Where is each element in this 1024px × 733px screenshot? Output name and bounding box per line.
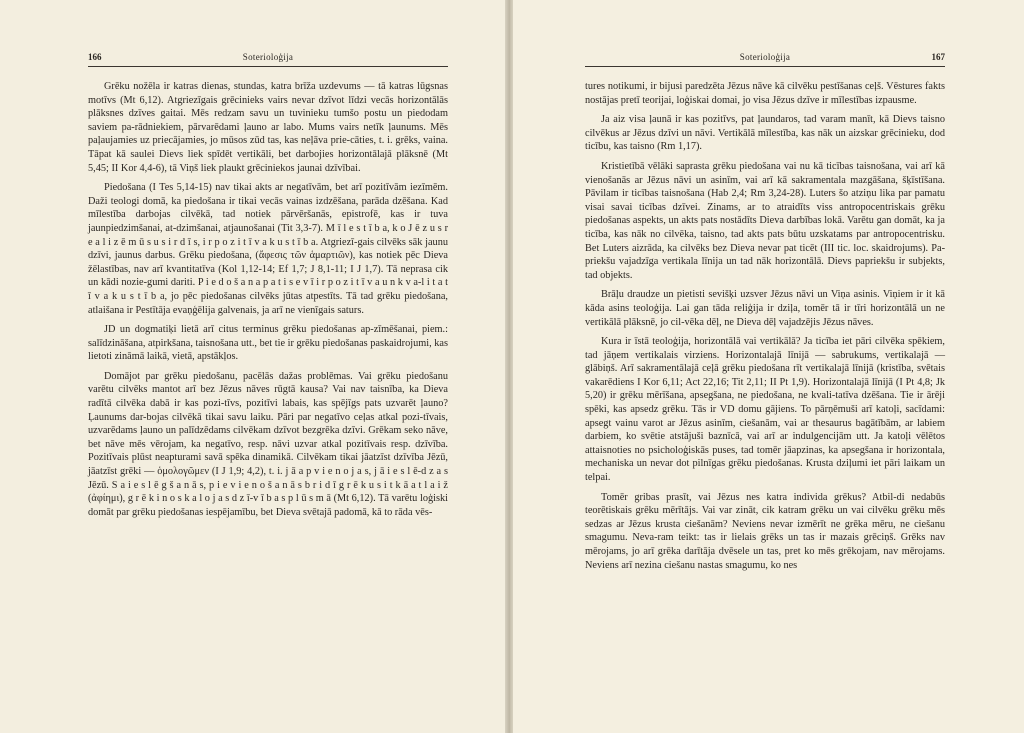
paragraph: Grēku nožēla ir katras dienas, stundas, katra brīža uzdevums — tā katras lūgsnas motīvs (Mt 6,12). Atgriezīgais grēcinieks vairs nevar dzīvot līdzi vecās horizontālās plāksnes dzīves gaitai. Mēs redzam savu un tuvinieku tumšo postu un piedodam saviem pa-rādniekiem, pārvarēdami ļauno ar labo. Mums vairs netīk ļaunums. Mēs paļaujamies uz priecājamies, jo mūsos zūd tas, kas neļāva prie-cāties, t. i. grēks, vaina. Tāpat kā saulei Dievs liek spīdēt vertikāli, bet darbojies horizontālajā plāksnē (Mt 5,45; II Kor 4,4-6), tā Viņš liek plaukt grēciniekos jaunai dzīvībai. <box>88 81 448 174</box>
paragraph: Brāļu draudze un pietisti sevišķi uzsver Jēzus nāvi un Viņa asinis. Viņiem ir it kā kāda asins teoloģija. Lai gan tāda reliģija ir dziļa, tomēr tā ir tīri horizontālā un ne vertikālā plāksnē, jo cil-vēka dēļ, ne Dieva dēļ vajadzējis Jēzus nāves. <box>585 289 945 328</box>
paragraph: Domājot par grēku piedošanu, pacēlās dažas problēmas. Vai grēku piedošanu varētu cilvēks mantot arī bez Jēzus nāves rūgtā kausa? Vai nav taisnība, ka Dieva radītā cilvēka dabā ir kas pozi-tīvs, pozitīvi labais, kas spējīgs pats uzvarēt ļauno? Ļaunums dar-bojas cilvēkā tikai savu laiku. Pāri par negatīvo ceļas atkal pozi-tīvais, uzvarēdams ļauno un palīdzēdams cilvēkam dzīvot bezgrēka dzīvi. Grēkam seko nāve, bet nāve mēs vērojam, ka negatīvo, resp. nāvi uzvar atkal pozitīvais resp. dzīvība. Pozitīvais plūst neapturami savā spēka dinamikā. Cilvēkam tikai jāatzīst dzīvība Jēzū, jāatzīst grēki — ὁμολογῶμεν (I J 1,9; 4,2), t. i. j ā a p v i e n o j a s, j ā i e s l ē-d z a s Jēzū. S a i e s l ē g š a n ā s, p i e v i e n o š a n ā s b r i d ī g r ē k u s i t k ā a t l a i ž (ἀφίημι), g r ē k i n o s k a l o j a s d z ī-v ī b a s p l ū s m ā (Mt 6,12). Tā varētu loģiski domāt par grēku piedošanas iespējamību, bet Dieva svētajā padomā, kā to rāda vēs- <box>88 370 448 518</box>
left-page <box>0 0 507 733</box>
left-page-header <box>88 50 448 67</box>
paragraph: Piedošana (I Tes 5,14-15) nav tikai akts ar negatīvām, bet arī pozitīvām iezīmēm. Daži teologi domā, ka piedošana ir tikai vecās vainas izdzēšana, parāda dzēšana. Kad mīlestība darbojas cilvēkā, tad notiek pārvēršanās, epistrofē, kas ir tuva jaunpiedzimšanai, at-dzimšanai, atjaunošanai (Tit 3,3-7). M ī l e s t ī b a, k o J ē z u s r e a l i z ē m ū s u s i r d ī s, i r p o z i t ī v a k u s t ī b a. Atgriezī-gais cilvēks sāk jaunu dzīvi, jaunus darbus. Grēku piedošana, (ἄφεσις τῶν ἁμαρτιῶν), kas notiek pēc Dieva žēlastības, nav arī kvantitatīva (Kol 1,12-14; Ef 1,7; J 8,1-11; I J 1,7). Tā neprasa cik un kādi nozie-gumi dariti. P i e d o š a n a p a t i s e v ī i r p o z i t ī v a u n k v a-l i t a t ī v a k u s t ī b a, jo pēc piedošanas cilvēks jūtas atpestīts. Tā tad grēku piedošana, atlaišana ir Pestītāja evaņģēlija galvenais, ja arī ne vienīgais saturs. <box>88 182 448 316</box>
paragraph: Kristietībā vēlāki saprasta grēku piedošana vai nu kā ticības taisnošana, vai arī kā vienošanās ar Jēzus nāvi un asinīm, vai arī kā sakramentala mazgāšana, šķīstīšana. Pāvilam ir ticības taisnošana (Hab 2,4; Rm 3,24-28). Luters šo atziņu lika par pamatu visai savai ticības dzīvei. Zinams, ar to atraidīts viss antropocentriskais grēku piedošanas aspekts, un akts pats nostādīts Dieva darbības lokā. Varētu gan domāt, ka ja ticība, kas nāk no cilvēka, taisno, tad akts pats būtu uzskatams par antropocentrisku. Bet Luters aizrāda, ka cilvēks bez Dieva nevar pat ticēt (III tic. loc. skaidrojums). Pa-priekšu vajadzīga vertikala līnija un tad nāk horizontālā. Dievs papriekšu ir subjekts, tad objekts. <box>585 160 945 281</box>
left-running-title: Soterioloģija <box>242 52 294 62</box>
paragraph: Kura ir īstā teoloģija, horizontālā vai vertikālā? Ja ticība iet pāri cilvēka spēkiem, tad jāņem vertikalais virziens. Horizontalajā līnijā — sabrukums, vertikalajā — glābiņš. Arī sakramentālajā ceļā grēku piedošana rīt vertikalajā līnijā (kristība, svētais vakarēdiens I Kor 6,11; Act 22,16; Tit 2,11; II Pt 1,9). Horizontalajā līnijā (I Pt 4,8; Jk 5,20) ir grēku mērīšana, apsegšana, ne piedošana, ne kvali-tatīva dzēšana. Tie ir ārēji spēki, kas apsedz grēku. Tās ir VD domu gājiens. To pārņēmuši arī katoļi, sacīdami: apsegt vainu varot ar Jēzus asinīm, ciešanām, vai ar thesaurus bagātībām, ar labiem darbiem, ko svētie atstājuši baznīcā, vai arī ar indulgencijām utt. Ja katoļi vēlētos attaisnoties no psicholoģiskās puses, tad tomēr jāapzinas, ka apsegšana ir horizontala, mechaniska un nevar dot pilnīgas grēku piedošanas. Krusta dziļumi iet pāri laikam un telpai. <box>585 336 945 484</box>
right-page <box>513 0 1024 733</box>
right-page-body <box>585 80 945 578</box>
right-running-title: Soterioloģija <box>739 52 791 62</box>
paragraph: JD un dogmatiķi lietā arī citus terminus grēku piedošanas ap-zīmēšanai, piem.: salīdzināšana, atpirkšana, taisnošana utt., bet tie ir grēku piedošanas paskaidrojumi, kas lietoti zināmā laikā, vietā, apstākļos. <box>88 324 449 363</box>
left-page-number: 166 <box>88 52 102 62</box>
paragraph: Tomēr gribas prasīt, vai Jēzus nes katra individa grēkus? Atbil-di nedabūs teorētiskais grēku mērītājs. Vai var zināt, cik katram grēku un vai cilvēku grēku mēs sedzas ar Jēzus krusta ciešanām? Neviens nevar izmērīt ne grēka mēru, ne ciešanu smagumu. Neva-ram teikt: tas ir lielais grēks un tas ir mazais grēciņš. Grēks nav mērojams, jo arī grēka darītāja dvēsele un tas, pret ko mēs grēkojam, nav mērojams. Neviens arī nezina ciešanu nastas smagumu, ko nes <box>585 491 945 571</box>
left-page-body <box>88 80 448 525</box>
paragraph: Ja aiz visa ļaunā ir kas pozitīvs, pat ļaundaros, tad varam manīt, kā Dievs taisno cilvēkus ar Jēzus dzīvi un nāvi. Vertikālā mīlestība, kas nāk un aizskar grēcinieku, dod ticību, kas taisno (Rm 1,17). <box>585 114 945 153</box>
right-page-number: 167 <box>931 52 945 62</box>
right-page-header <box>585 50 945 67</box>
paragraph: tures notikumi, ir bijusi paredzēta Jēzus nāve kā cilvēku pestīšanas ceļš. Vēstures fakts nostājas pretī teorijai, loģiskai domai, jo visa Jēzus dzīve ir mīlestības izpausme. <box>585 81 945 106</box>
